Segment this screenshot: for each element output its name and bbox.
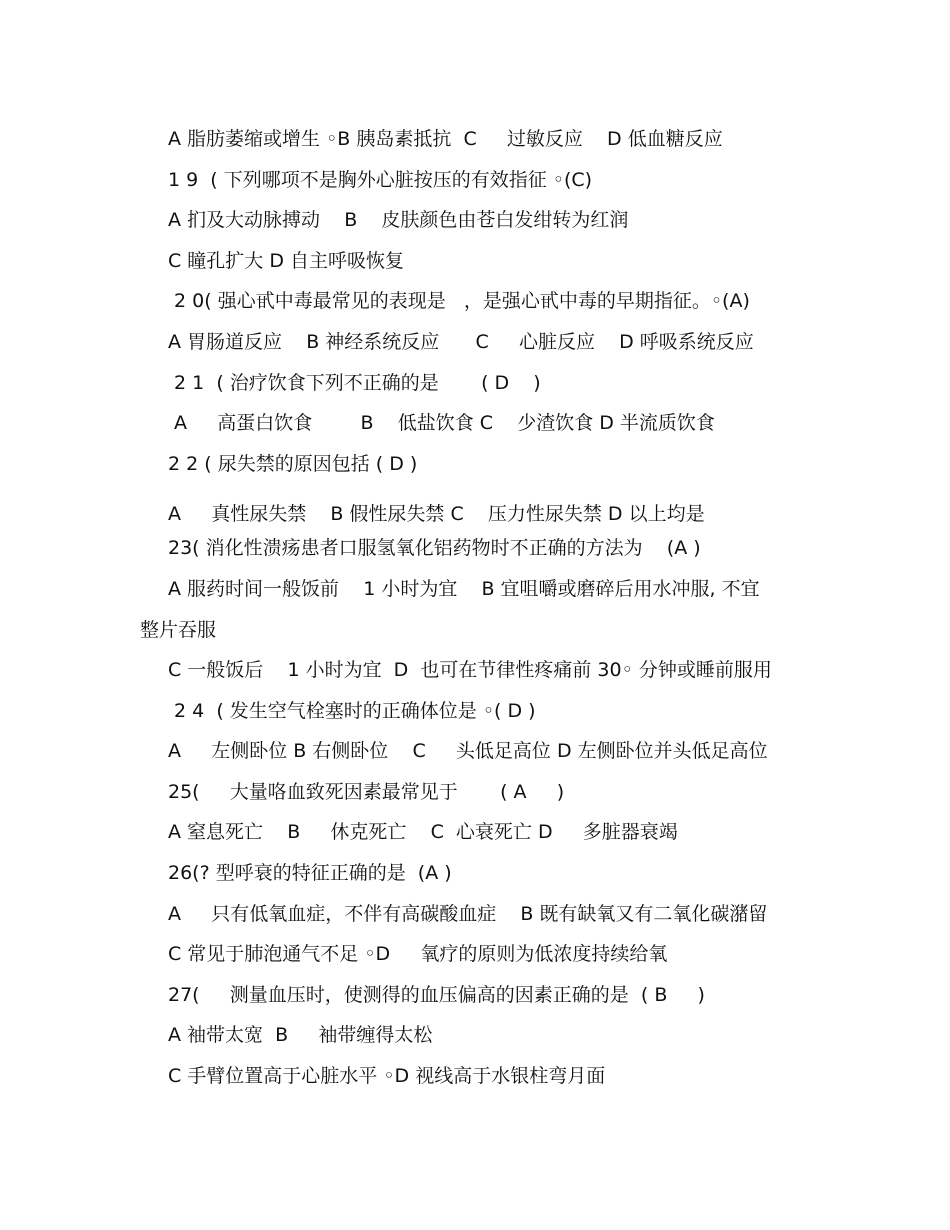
q23-options-cd: C 一般饭后 1 小时为宜 D 也可在节律性疼痛前 30◦ 分钟或睡前服用 (168, 659, 772, 681)
q19-question: 1 9 ( 下列哪项不是胸外心脏按压的有效指征 ◦(C) (168, 169, 593, 191)
q22-options: A 真性尿失禁 B 假性尿失禁 C 压力性尿失禁 D 以上均是 (168, 503, 705, 525)
q26-options-cd: C 常见于肺泡通气不足 ◦D 氧疗的原则为低浓度持续给氧 (168, 943, 668, 965)
q25-options: A 窒息死亡 B 休克死亡 C 心衰死亡 D 多脏器衰竭 (168, 821, 678, 843)
q23-question: 23( 消化性溃疡患者口服氢氧化铝药物时不正确的方法为 (A ) (168, 537, 701, 559)
q23-options-ab-continued: 整片吞服 (140, 619, 217, 641)
q27-options-ab: A 袖带太宽 B 袖带缠得太松 (168, 1024, 433, 1046)
q20-options: A 胃肠道反应 B 神经系统反应 C 心脏反应 D 呼吸系统反应 (168, 331, 754, 353)
q19-options-cd: C 瞳孔扩大 D 自主呼吸恢复 (168, 250, 405, 272)
q26-question: 26(? 型呼衰的特征正确的是 (A ) (168, 862, 452, 884)
q26-options-ab: A 只有低氧血症，不伴有高碳酸血症 B 既有缺氧又有二氧化碳潴留 (168, 903, 768, 925)
q27-options-cd: C 手臂位置高于心脏水平 ◦D 视线高于水银柱弯月面 (168, 1065, 606, 1087)
q21-options: A 高蛋白饮食 B 低盐饮食 C 少渣饮食 D 半流质饮食 (168, 412, 715, 434)
q18-options: A 脂肪萎缩或增生 ◦B 胰岛素抵抗 C 过敏反应 D 低血糖反应 (168, 128, 723, 150)
q25-question: 25( 大量咯血致死因素最常见于 ( A ) (168, 781, 565, 803)
q24-question: 2 4 ( 发生空气栓塞时的正确体位是 ◦( D ) (168, 700, 536, 722)
q22-question: 2 2 ( 尿失禁的原因包括 ( D ) (168, 453, 418, 475)
q21-question: 2 1 ( 治疗饮食下列不正确的是 ( D ) (168, 372, 541, 394)
q19-options-ab: A 扪及大动脉搏动 B 皮肤颜色由苍白发绀转为红润 (168, 209, 629, 231)
q27-question: 27( 测量血压时，使测得的血压偏高的因素正确的是 ( B ) (168, 984, 705, 1006)
q24-options: A 左侧卧位 B 右侧卧位 C 头低足高位 D 左侧卧位并头低足高位 (168, 740, 768, 762)
q23-options-ab: A 服药时间一般饭前 1 小时为宜 B 宜咀嚼或磨碎后用水冲服, 不宜 (168, 578, 760, 600)
q20-question: 2 0( 强心甙中毒最常见的表现是 ，是强心甙中毒的早期指征。◦(A) (168, 290, 750, 312)
